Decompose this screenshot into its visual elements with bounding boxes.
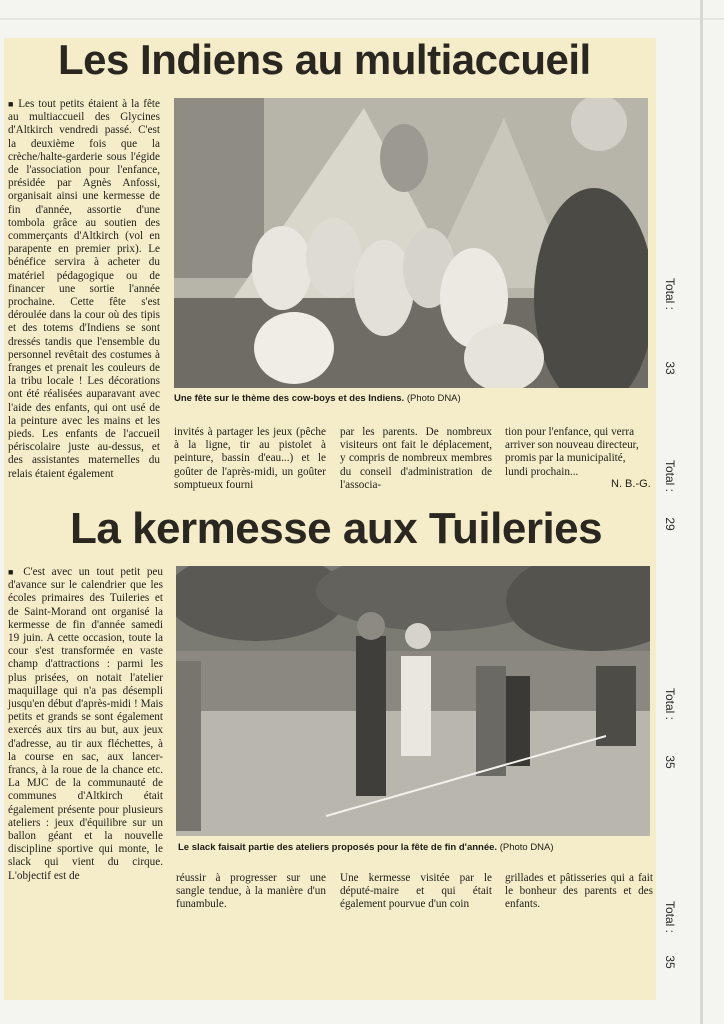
article2-column-4: grillades et pâtisseries qui a fait le bonheur des parents et des enfants. — [505, 872, 653, 911]
margin-total-label: Total : — [663, 687, 677, 721]
bullet-square-icon: ■ — [8, 99, 19, 109]
article1-column-2: invités à partager les jeux (pêche à la ligne, tir au pistolet à peinture, bassin d'eau...) et le goûter de l'après-midi, un goûter somptueux fourni — [174, 426, 326, 491]
article2-caption — [178, 842, 554, 854]
article2-column-1-text: C'est avec un tout petit peu d'avance sur le calendrier que les écoles primaires des Tuileries et de Saint-Morand ont organisé la kermesse de fin d'année samedi 19 juin. A cette occasion, toute la cour s'est transformée en vaste champ d'attractions : parmi les plus prisées, on notait l'atelier maquillage qui n'a pas désempli jusqu'en début d'après-midi ! Mais petits et grands se sont également exercés aux tirs au but, aux jeux d'adresse, au tir aux fléchettes, à la course en sac, aux lancer-francs, à la roue de la chance etc. La MJC de la communauté de communes d'Altkirch était également présente pour plusieurs ateliers : jeux d'équilibre sur un ballon géant et la nouvelle discipline sportive qui monte, le slack qui vient du cirque. L'objectif est de — [8, 566, 163, 882]
article1-column-1 — [8, 98, 160, 481]
article2-photo-image — [176, 566, 650, 836]
article2-headline: La kermesse aux Tuileries — [70, 504, 603, 553]
article2-column-3: Une kermesse visitée par le député-maire et qui était également pourvue d'un coin — [340, 872, 492, 911]
margin-total-value: 35 — [663, 955, 677, 969]
article1-headline: Les Indiens au multiaccueil — [58, 36, 591, 83]
article1-caption-text: Une fête sur le thème des cow-boys et des Indiens. — [174, 393, 405, 404]
scan-fold-line — [0, 18, 724, 20]
article2-caption-text: Le slack faisait partie des ateliers proposés pour la fête de fin d'année. — [178, 842, 498, 853]
scan-right-edge — [700, 0, 703, 1024]
article2-column-1 — [8, 566, 163, 883]
margin-total-value: 29 — [663, 517, 677, 531]
article1-caption — [174, 393, 461, 405]
article1-column-3: par les parents. De nombreux visiteurs ont fait le déplacement, y compris de nombreux membres du conseil d'administration de l'associa- — [340, 426, 492, 491]
article1-column-4: tion pour l'enfance, qui verra arriver son nouveau directeur, promis par la municipalité, lundi prochain... — [505, 426, 639, 478]
article1-signature: N. B.-G. — [611, 478, 651, 490]
margin-total-value: 35 — [663, 755, 677, 769]
margin-total-label: Total : — [663, 459, 677, 493]
article2-photo-credit: (Photo DNA) — [499, 842, 554, 853]
bullet-square-icon: ■ — [8, 567, 24, 577]
article1-column-1-text: Les tout petits étaient à la fête au multiaccueil des Glycines d'Altkirch vendredi passé. C'est la deuxième fois que la crèche/halte-garderie sous l'égide de l'association pour l'enfance, présidée par Agnès Anfossi, organisait ainsi une kermesse de fin d'année, assortie d'une tombola grâce au soutien des commerçants d'Altkirch (vol en parapente en premier prix). Le bénéfice servira à acheter du matériel pédagogique ou de financer une sortie l'année prochaine. Cette fête s'est déroulée dans la cour où des tipis et des totems d'Indiens se sont dressés tandis que l'ensemble du personnel revêtait des costumes à franges et prenait les couleurs de la tribu locale ! Les décorations ont été réalisées auparavant avec l'aide des enfants, qui ont usé de la peinture avec les mains et les pieds. Les enfants de l'accueil périscolaire juste au-dessus, et des assistantes maternelles du relais étaient également — [8, 98, 160, 480]
margin-total-value: 33 — [663, 361, 677, 375]
article2-photo — [176, 566, 650, 836]
article1-photo — [174, 98, 648, 388]
article1-photo-credit: (Photo DNA) — [406, 393, 461, 404]
margin-total-label: Total : — [663, 277, 677, 311]
article1-photo-image — [174, 98, 648, 388]
article2-column-2: réussir à progresser sur une sangle tendue, à la manière d'un funambule. — [176, 872, 326, 911]
margin-total-label: Total : — [663, 900, 677, 934]
